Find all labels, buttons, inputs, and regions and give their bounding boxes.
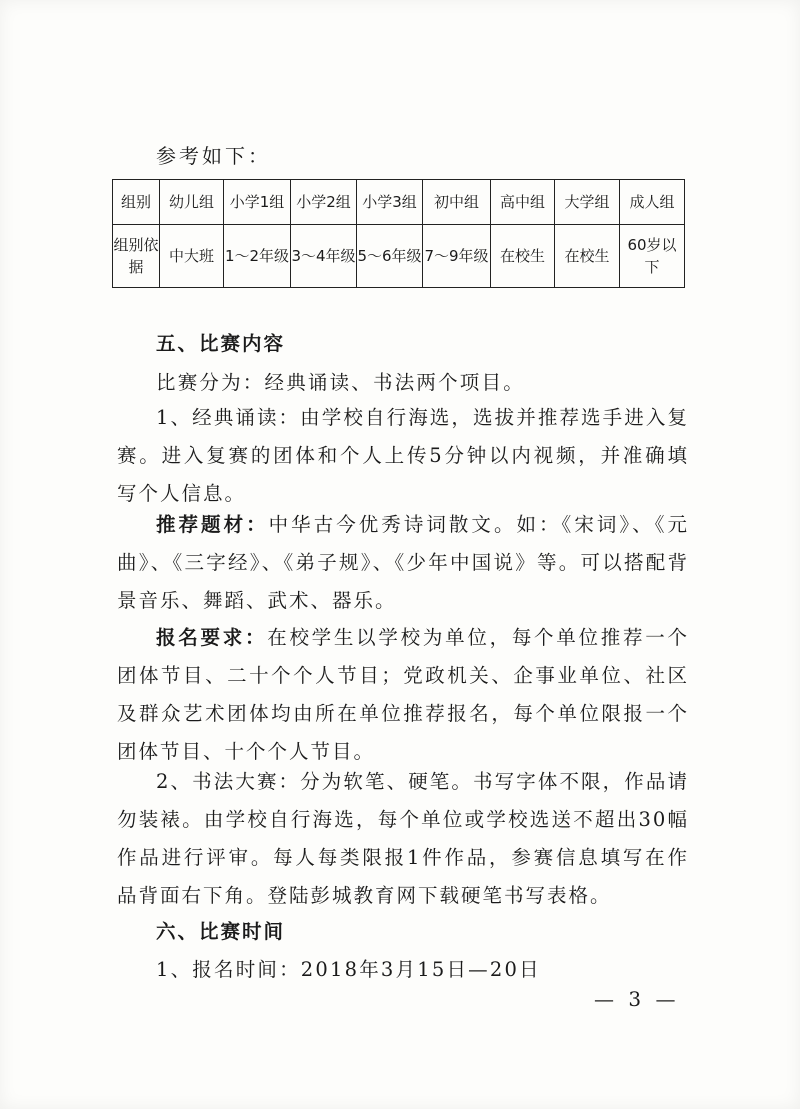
table-cell: 高中组 (491, 180, 555, 225)
table-cell: 60岁以下 (620, 225, 685, 288)
table-cell: 7～9年级 (423, 225, 491, 288)
paragraph-topics (117, 506, 689, 620)
registration-label: 报名要求： (156, 626, 268, 649)
table-cell: 5～6年级 (357, 225, 423, 288)
registration-time: 1、报名时间：2018年3月15日—20日 (156, 958, 541, 981)
topics-label: 推荐题材： (156, 513, 269, 536)
table-cell: 在校生 (555, 225, 620, 288)
table-cell: 成人组 (620, 180, 685, 225)
paragraph-calligraphy: 2、书法大赛：分为软笔、硬笔。书写字体不限，作品请勿装裱。由学校自行海选，每个单位或学校选送不超出30幅作品进行评审。每人每类限报1件作品，参赛信息填写在作品背面右下角。登陆彭城教育网下载硬笔书写表格。 (117, 770, 689, 907)
group-table (112, 179, 685, 288)
table-cell: 组别 (113, 180, 160, 225)
table-cell: 小学2组 (291, 180, 357, 225)
paragraph-registration (117, 619, 689, 771)
table-cell: 初中组 (423, 180, 491, 225)
table-cell: 3～4年级 (291, 225, 357, 288)
table-cell: 小学1组 (224, 180, 291, 225)
table-row (113, 225, 685, 288)
section-heading-6: 六、比赛时间 (156, 920, 286, 943)
table-cell: 组别依据 (113, 225, 160, 288)
section5-intro: 比赛分为：经典诵读、书法两个项目。 (156, 371, 525, 394)
table-cell: 中大班 (160, 225, 224, 288)
reference-intro: 参考如下： (156, 144, 271, 168)
table-cell: 大学组 (555, 180, 620, 225)
paragraph-recitation: 1、经典诵读：由学校自行海选，选拔并推荐选手进入复赛。进入复赛的团体和个人上传5分钟以内视频，并准确填写个人信息。 (117, 406, 689, 505)
table-header-row (113, 180, 685, 225)
topics-text: 中华古今优秀诗词散文。如：《宋词》、《元曲》、《三字经》、《弟子规》、《少年中国说》等。可以搭配背景音乐、舞蹈、武术、器乐。 (117, 513, 689, 612)
section-heading-5: 五、比赛内容 (156, 332, 286, 355)
page-number: — 3 — (594, 987, 680, 1011)
table-cell: 1～2年级 (224, 225, 291, 288)
table-cell: 在校生 (491, 225, 555, 288)
table-cell: 小学3组 (357, 180, 423, 225)
registration-text: 在校学生以学校为单位，每个单位推荐一个团体节目、二十个个人节目；党政机关、企事业单位、社区及群众艺术团体均由所在单位推荐报名，每个单位限报一个团体节目、十个个人节目。 (117, 626, 689, 763)
table-cell: 幼儿组 (160, 180, 224, 225)
